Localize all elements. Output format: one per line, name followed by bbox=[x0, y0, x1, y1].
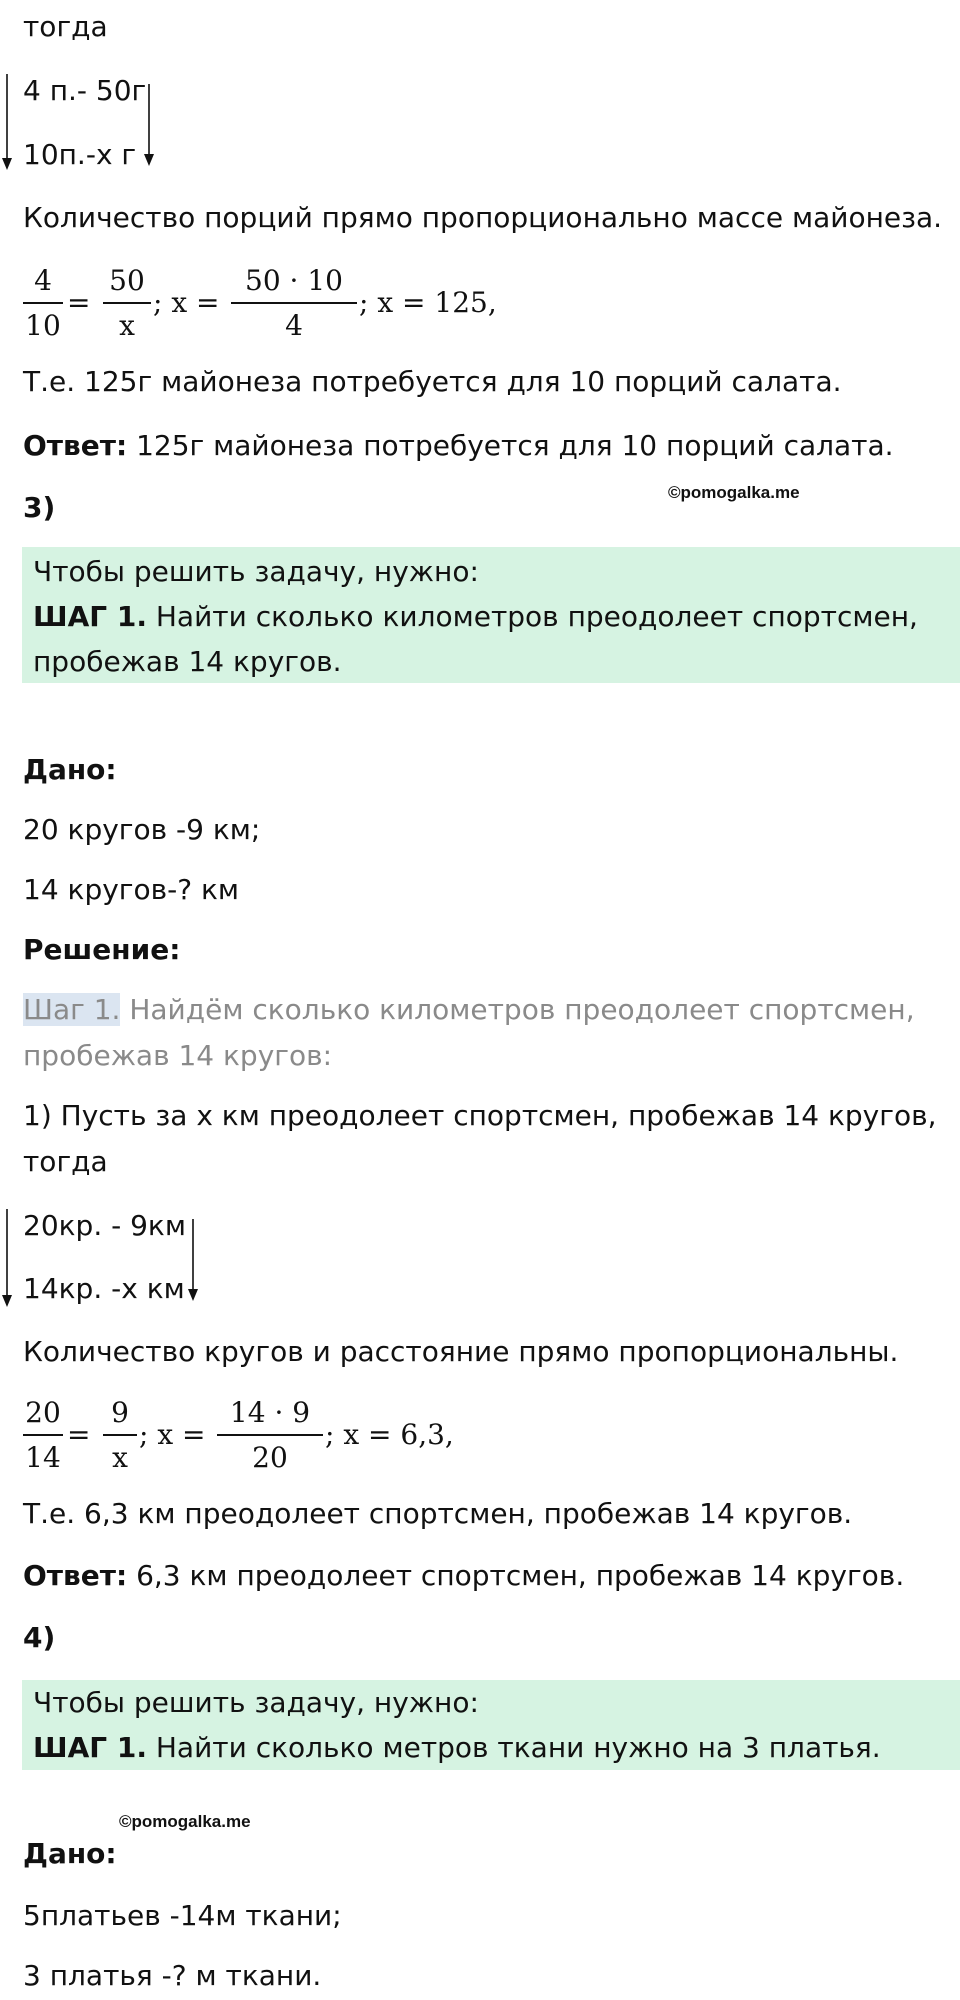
box-text: Найти сколько километров преодолеет спортсмен, bbox=[146, 600, 918, 633]
proportion-line: 14кр. -х км bbox=[23, 1272, 185, 1305]
box-line: Чтобы решить задачу, нужно: bbox=[33, 555, 479, 588]
denominator: 20 bbox=[252, 1441, 288, 1474]
proportion-arrows-icon bbox=[0, 70, 160, 176]
answer-text: 6,3 км преодолеет спортсмен, пробежав 14 кругов. bbox=[127, 1559, 905, 1592]
step-label: ШАГ 1. bbox=[33, 1731, 147, 1764]
given-line: 3 платья -? м ткани. bbox=[23, 1959, 322, 1992]
answer-text: 125г майонеза потребуется для 10 порций салата. bbox=[127, 429, 894, 462]
numerator: 50 · 10 bbox=[245, 264, 343, 297]
denominator: 10 bbox=[25, 309, 61, 342]
text-line: тогда bbox=[23, 10, 108, 43]
fraction bbox=[23, 260, 63, 346]
text-line: тогда bbox=[23, 1145, 108, 1178]
box-line bbox=[33, 594, 960, 639]
text-line: Количество кругов и расстояние прямо пропорциональны. bbox=[23, 1335, 899, 1368]
proportion-line: 10п.-х г bbox=[23, 138, 137, 171]
box-line: Чтобы решить задачу, нужно: bbox=[33, 1686, 479, 1719]
text-line: Количество порций прямо пропорционально массе майонеза. bbox=[23, 201, 943, 234]
denominator: 4 bbox=[285, 309, 303, 342]
fraction bbox=[217, 1392, 323, 1478]
watermark: ©pomogalka.me bbox=[668, 483, 800, 502]
fraction bbox=[103, 1392, 137, 1478]
answer-line bbox=[23, 1558, 904, 1594]
numerator: 4 bbox=[34, 264, 52, 297]
step-text: Найдём сколько километров преодолеет спортсмен, bbox=[120, 993, 915, 1026]
proportion-line: 4 п.- 50г bbox=[23, 74, 147, 107]
equation-text: ; x = 6,3, bbox=[325, 1418, 454, 1451]
text-line: Т.е. 6,3 км преодолеет спортсмен, пробежав 14 кругов. bbox=[23, 1497, 853, 1530]
answer-label: Ответ: bbox=[23, 1559, 128, 1592]
denominator: x bbox=[112, 1441, 128, 1474]
equation-text: ; x = 125, bbox=[359, 286, 497, 319]
answer-label: Ответ: bbox=[23, 429, 128, 462]
solution-heading: Решение: bbox=[23, 933, 181, 966]
equation-text: ; x = bbox=[153, 286, 220, 319]
given-line: 14 кругов-? км bbox=[23, 873, 240, 906]
fraction bbox=[231, 260, 357, 346]
step-line: пробежав 14 кругов: bbox=[23, 1039, 333, 1072]
proportion-line: 20кр. - 9км bbox=[23, 1209, 186, 1242]
denominator: 14 bbox=[25, 1441, 61, 1474]
given-line: 20 кругов -9 км; bbox=[23, 813, 261, 846]
fraction bbox=[23, 1392, 63, 1478]
step-label: Шаг 1. bbox=[23, 993, 121, 1026]
proportion-arrows-icon bbox=[0, 1205, 210, 1313]
equation-text: ; x = bbox=[139, 1418, 206, 1451]
denominator: x bbox=[119, 309, 135, 342]
task-number: 4) bbox=[23, 1621, 56, 1654]
text-line: Т.е. 125г майонеза потребуется для 10 порций салата. bbox=[23, 365, 842, 398]
step-line bbox=[23, 992, 915, 1028]
text-line: 1) Пусть за х км преодолеет спортсмен, пробежав 14 кругов, bbox=[23, 1099, 937, 1132]
box-text: Найти сколько метров ткани нужно на 3 платья. bbox=[146, 1731, 881, 1764]
watermark: ©pomogalka.me bbox=[119, 1812, 251, 1831]
equals-sign: = bbox=[67, 1418, 91, 1451]
numerator: 50 bbox=[109, 264, 145, 297]
instruction-box bbox=[22, 1680, 960, 1770]
box-line bbox=[33, 1725, 960, 1770]
numerator: 9 bbox=[111, 1396, 129, 1429]
task-number: 3) bbox=[23, 491, 56, 524]
answer-line bbox=[23, 428, 894, 464]
given-heading: Дано: bbox=[23, 753, 117, 786]
numerator: 14 · 9 bbox=[229, 1396, 311, 1429]
equals-sign: = bbox=[67, 286, 91, 319]
instruction-box bbox=[22, 547, 960, 683]
given-heading: Дано: bbox=[23, 1837, 117, 1870]
box-line: пробежав 14 кругов. bbox=[33, 645, 342, 678]
given-line: 5платьев -14м ткани; bbox=[23, 1899, 342, 1932]
numerator: 20 bbox=[25, 1396, 61, 1429]
step-label: ШАГ 1. bbox=[33, 600, 147, 633]
fraction bbox=[103, 260, 151, 346]
